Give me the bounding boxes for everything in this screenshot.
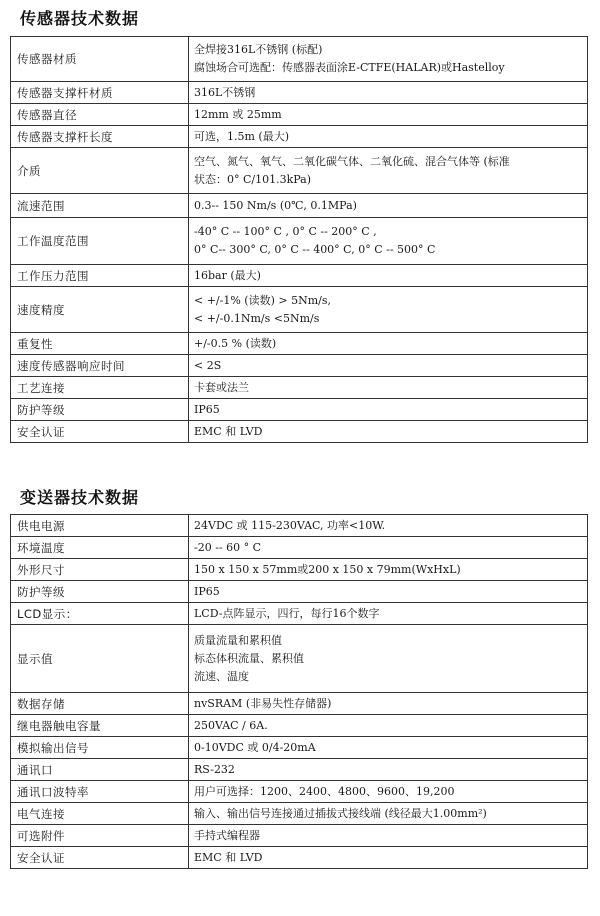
value-line: < +/-1% (读数) > 5Nm/s, (194, 293, 331, 307)
value-line: 12mm 或 25mm (194, 107, 282, 121)
row-value (189, 37, 588, 82)
table-row (11, 559, 588, 581)
row-label: 防护等级 (11, 581, 189, 603)
row-value (189, 603, 588, 625)
sensor-section-title: 传感器技术数据 (20, 9, 140, 28)
row-value (189, 847, 588, 869)
value-line: 流速、温度 (194, 669, 249, 683)
value-line: < 2S (194, 358, 222, 372)
row-value (189, 537, 588, 559)
table-row (11, 625, 588, 693)
value-line: 150 x 150 x 57mm或200 x 150 x 79mm(WxHxL) (194, 562, 461, 576)
value-line: +/-0.5 % (读数) (194, 336, 277, 350)
row-label: 速度精度 (11, 287, 189, 333)
row-value (189, 287, 588, 333)
row-label: 传感器支撑杆长度 (11, 126, 189, 148)
table-row (11, 126, 588, 148)
row-label: 重复性 (11, 333, 189, 355)
row-value (189, 194, 588, 218)
row-value (189, 825, 588, 847)
row-label: 显示值 (11, 625, 189, 693)
row-label: 工艺连接 (11, 377, 189, 399)
table-row (11, 82, 588, 104)
row-label: 通讯口波特率 (11, 781, 189, 803)
table-row (11, 218, 588, 265)
row-label: 传感器直径 (11, 104, 189, 126)
table-row (11, 333, 588, 355)
row-value (189, 559, 588, 581)
table-row (11, 377, 588, 399)
row-value (189, 581, 588, 603)
value-line: 状态：0° C/101.3kPa) (194, 172, 312, 186)
row-value (189, 715, 588, 737)
row-value (189, 377, 588, 399)
row-label: 继电器触电容量 (11, 715, 189, 737)
table-row (11, 715, 588, 737)
row-label: 传感器材质 (11, 37, 189, 82)
value-line: IP65 (194, 584, 220, 598)
row-label: 模拟输出信号 (11, 737, 189, 759)
row-label: LCD显示： (11, 603, 189, 625)
row-label: 流速范围 (11, 194, 189, 218)
transmitter-section-title: 变送器技术数据 (20, 488, 140, 507)
row-value (189, 104, 588, 126)
row-value (189, 265, 588, 287)
row-value (189, 515, 588, 537)
value-line: 0.3-- 150 Nm/s (0℃, 0.1MPa) (194, 198, 357, 212)
row-label: 工作温度范围 (11, 218, 189, 265)
row-value (189, 148, 588, 194)
table-row (11, 148, 588, 194)
row-value (189, 693, 588, 715)
row-label: 安全认证 (11, 847, 189, 869)
value-line: < +/-0.1Nm/s <5Nm/s (194, 311, 320, 325)
value-line: 卡套或法兰 (194, 380, 249, 394)
row-value (189, 759, 588, 781)
row-label: 安全认证 (11, 421, 189, 443)
value-line: 全焊接316L不锈钢 (标配) (194, 43, 323, 56)
value-line: 腐蚀场合可选配：传感器表面涂E-CTFE(HALAR)或Hastelloy (194, 61, 505, 74)
table-row (11, 737, 588, 759)
row-label: 外形尺寸 (11, 559, 189, 581)
row-value (189, 737, 588, 759)
value-line: 0° C-- 300° C, 0° C -- 400° C, 0° C -- 500° C (194, 243, 436, 256)
row-label: 防护等级 (11, 399, 189, 421)
row-label: 电气连接 (11, 803, 189, 825)
row-label: 通讯口 (11, 759, 189, 781)
value-line: -20 -- 60 ° C (194, 540, 262, 554)
value-line: 250VAC / 6A. (194, 718, 268, 732)
value-line: 24VDC 或 115-230VAC, 功率<10W. (194, 518, 386, 532)
table-row (11, 399, 588, 421)
table-row (11, 287, 588, 333)
value-line: EMC 和 LVD (194, 850, 263, 864)
value-line: 输入、输出信号连接通过插拔式接线端 (线径最大1.00mm²) (194, 806, 487, 820)
table-row (11, 781, 588, 803)
row-value (189, 421, 588, 443)
value-line: 0-10VDC 或 0/4-20mA (194, 740, 316, 754)
table-row (11, 803, 588, 825)
value-line: 空气、氮气、氧气、二氧化碳气体、二氧化硫、混合气体等 (标准 (194, 154, 510, 168)
value-line: 可选，1.5m (最大) (194, 129, 290, 143)
transmitter-spec-table (10, 514, 588, 869)
table-row (11, 515, 588, 537)
value-line: 用户可选择：1200、2400、4800、9600、19,200 (194, 784, 455, 798)
value-line: nvSRAM (非易失性存储器) (194, 696, 332, 710)
row-value (189, 781, 588, 803)
table-row (11, 537, 588, 559)
value-line: 质量流量和累积值 (194, 633, 282, 647)
table-row (11, 603, 588, 625)
row-label: 数据存储 (11, 693, 189, 715)
row-value (189, 82, 588, 104)
value-line: RS-232 (194, 762, 235, 776)
value-line: EMC 和 LVD (194, 424, 263, 438)
table-row (11, 693, 588, 715)
table-row (11, 847, 588, 869)
row-label: 传感器支撑杆材质 (11, 82, 189, 104)
value-line: IP65 (194, 402, 220, 416)
table-row (11, 104, 588, 126)
value-line: LCD-点阵显示，四行，每行16个数字 (194, 606, 380, 620)
row-label: 速度传感器响应时间 (11, 355, 189, 377)
sensor-spec-table (10, 36, 588, 443)
row-value (189, 126, 588, 148)
row-label: 工作压力范围 (11, 265, 189, 287)
table-row (11, 759, 588, 781)
table-row (11, 37, 588, 82)
table-row (11, 825, 588, 847)
value-line: -40° C -- 100° C , 0° C -- 200° C , (194, 225, 377, 238)
value-line: 16bar (最大) (194, 268, 261, 282)
row-label: 环境温度 (11, 537, 189, 559)
row-label: 供电电源 (11, 515, 189, 537)
row-value (189, 218, 588, 265)
value-line: 标态体积流量、累积值 (194, 651, 304, 665)
table-row (11, 355, 588, 377)
table-row (11, 194, 588, 218)
row-value (189, 333, 588, 355)
row-value (189, 625, 588, 693)
row-label: 介质 (11, 148, 189, 194)
row-value (189, 803, 588, 825)
row-label: 可选附件 (11, 825, 189, 847)
value-line: 316L不锈钢 (194, 85, 256, 99)
value-line: 手持式编程器 (194, 828, 260, 842)
table-row (11, 421, 588, 443)
row-value (189, 355, 588, 377)
table-row (11, 581, 588, 603)
row-value (189, 399, 588, 421)
table-row (11, 265, 588, 287)
